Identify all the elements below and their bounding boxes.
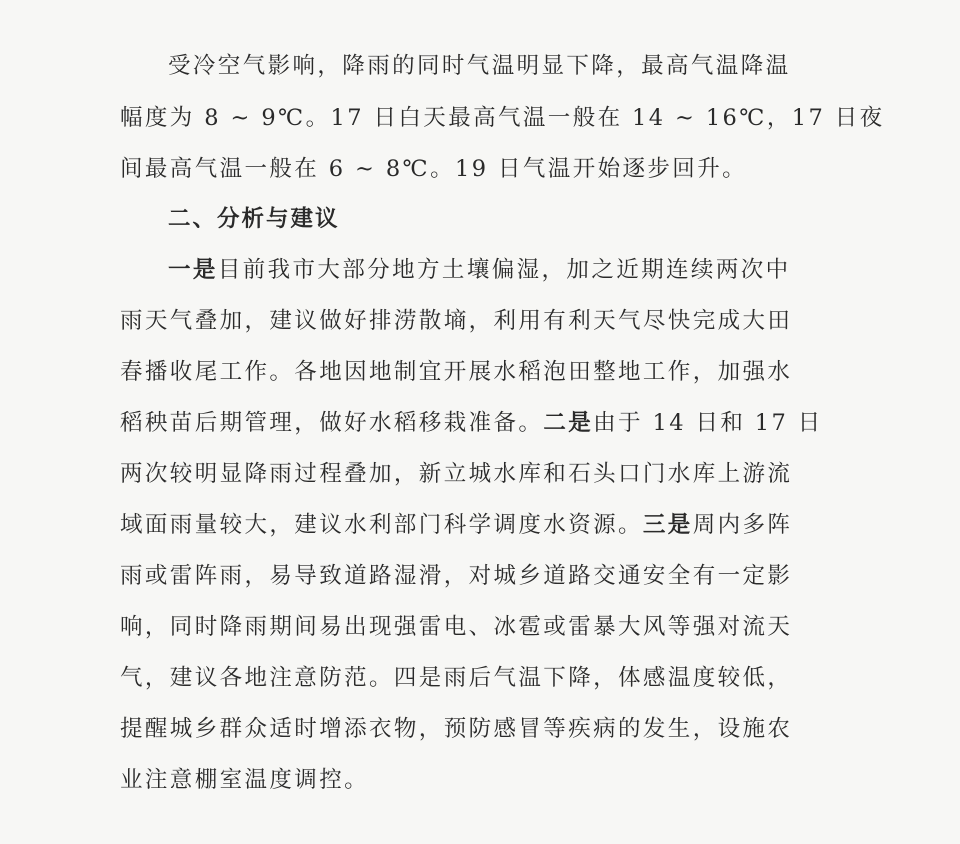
paragraph-text: 稻秧苗后期管理，做好水稻移栽准备。 [120,410,544,436]
paragraph-text: 周内多阵 [692,512,793,538]
paragraph-line: 受冷空气影响，降雨的同时气温明显下降，最高气温降温 [168,53,791,79]
paragraph-line [120,510,792,540]
paragraph-line: 间最高气温一般在 6 ~ 8℃。19 日气温开始逐步回升。 [120,156,747,182]
paragraph-line: 春播收尾工作。各地因地制宜开展水稻泡田整地工作，加强水 [120,359,793,385]
paragraph-line: 雨或雷阵雨，易导致道路湿滑，对城乡道路交通安全有一定影 [120,563,793,589]
section-heading: 二、分析与建议 [168,206,340,232]
paragraph-line: 业注意棚室温度调控。 [120,767,370,793]
paragraph-line: 气，建议各地注意防范。四是雨后气温下降，体感温度较低， [120,665,793,691]
paragraph-line [168,255,791,285]
paragraph-line: 响，同时降雨期间易出现强雷电、冰雹或雷暴大风等强对流天 [120,614,793,640]
paragraph-line: 提醒城乡群众适时增添衣物，预防感冒等疾病的发生，设施农 [120,716,793,742]
emphasis-text: 三是 [642,512,693,538]
paragraph-line: 幅度为 8 ~ 9℃。17 日白天最高气温一般在 14 ~ 16℃，17 日夜 [120,105,885,131]
paragraph-text: 由于 14 日和 17 日 [593,410,823,436]
paragraph-text: 域面雨量较大，建议水利部门科学调度水资源。 [120,512,643,538]
paragraph-line: 两次较明显降雨过程叠加，新立城水库和石头口门水库上游流 [120,461,793,487]
paragraph-line: 雨天气叠加，建议做好排涝散墒，利用有利天气尽快完成大田 [120,308,793,334]
emphasis-text: 二是 [543,410,594,436]
paragraph-line [120,408,823,438]
emphasis-text: 一是 [168,257,218,283]
paragraph-text: 目前我市大部分地方土壤偏湿，加之近期连续两次中 [217,257,791,283]
